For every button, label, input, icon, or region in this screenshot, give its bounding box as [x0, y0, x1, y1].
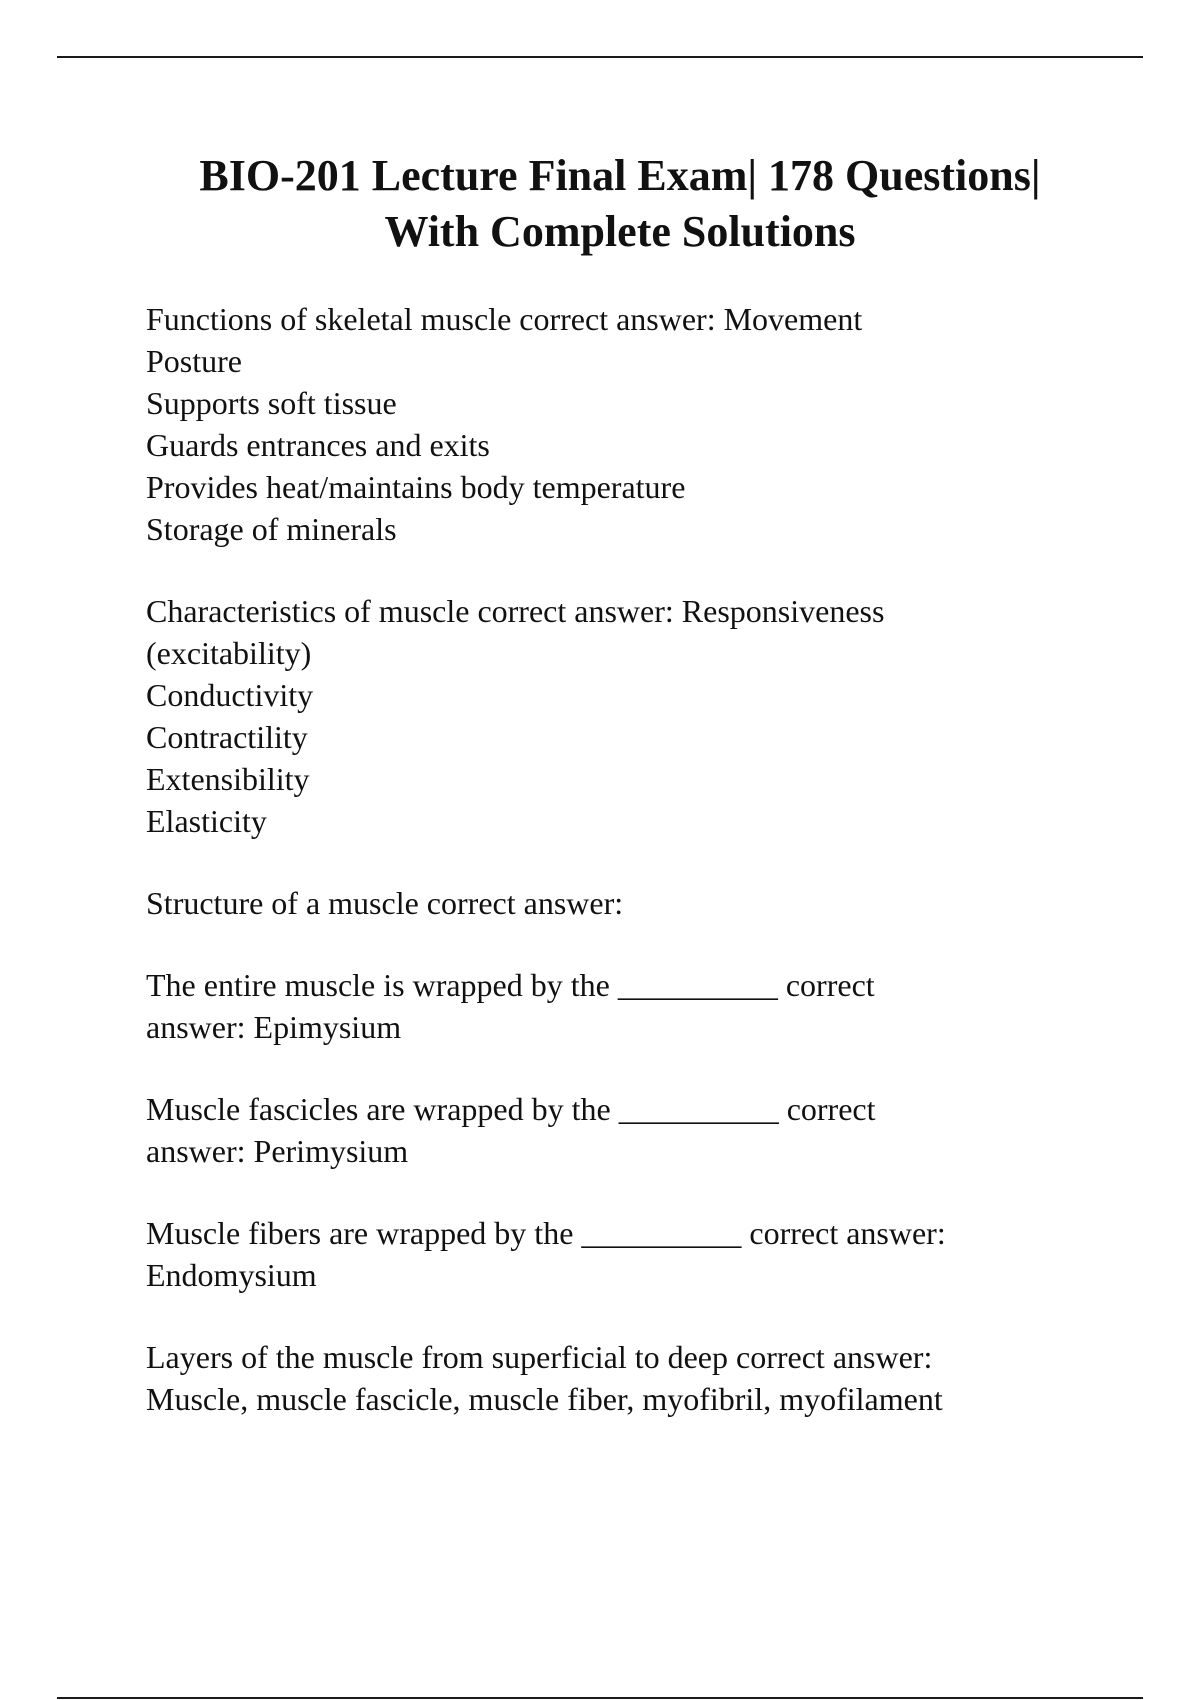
- qa-line: The entire muscle is wrapped by the __________ correct: [146, 967, 875, 1003]
- top-horizontal-rule: [57, 56, 1143, 58]
- qa-line: Functions of skeletal muscle correct answer: Movement: [146, 301, 863, 337]
- qa-item-structure-of-a-muscle: [146, 882, 1106, 924]
- qa-line: Structure of a muscle correct answer:: [146, 885, 624, 921]
- qa-item-perimysium: [146, 1088, 1106, 1172]
- qa-line: Provides heat/maintains body temperature: [146, 469, 686, 505]
- qa-line: Supports soft tissue: [146, 385, 397, 421]
- qa-line: answer: Epimysium: [146, 1009, 402, 1045]
- qa-line: Posture: [146, 343, 242, 379]
- qa-line: (excitability): [146, 635, 312, 671]
- qa-item-layers-of-the-muscle: [146, 1336, 1106, 1420]
- qa-line: Muscle, muscle fascicle, muscle fiber, myofibril, myofilament: [146, 1381, 943, 1417]
- qa-line: Elasticity: [146, 803, 267, 839]
- title-line-1: BIO-201 Lecture Final Exam| 178 Questions|: [199, 151, 1041, 200]
- qa-line: Guards entrances and exits: [146, 427, 490, 463]
- qa-line: Storage of minerals: [146, 511, 397, 547]
- qa-item-epimysium: [146, 964, 1106, 1048]
- page-title: [0, 148, 1200, 260]
- title-line-2: With Complete Solutions: [384, 207, 856, 256]
- qa-line: Conductivity: [146, 677, 314, 713]
- qa-line: Extensibility: [146, 761, 310, 797]
- qa-line: Muscle fascicles are wrapped by the __________ correct: [146, 1091, 876, 1127]
- bottom-horizontal-rule: [57, 1697, 1143, 1699]
- qa-line: Muscle fibers are wrapped by the __________ correct answer:: [146, 1215, 946, 1251]
- question-list: [146, 298, 1106, 1460]
- qa-line: answer: Perimysium: [146, 1133, 409, 1169]
- qa-item-endomysium: [146, 1212, 1106, 1296]
- qa-line: Endomysium: [146, 1257, 317, 1293]
- qa-line: Characteristics of muscle correct answer: Responsiveness: [146, 593, 885, 629]
- qa-item-characteristics-of-muscle: [146, 590, 1106, 842]
- qa-item-functions-of-skeletal-muscle: [146, 298, 1106, 550]
- qa-line: Layers of the muscle from superficial to deep correct answer:: [146, 1339, 933, 1375]
- qa-line: Contractility: [146, 719, 308, 755]
